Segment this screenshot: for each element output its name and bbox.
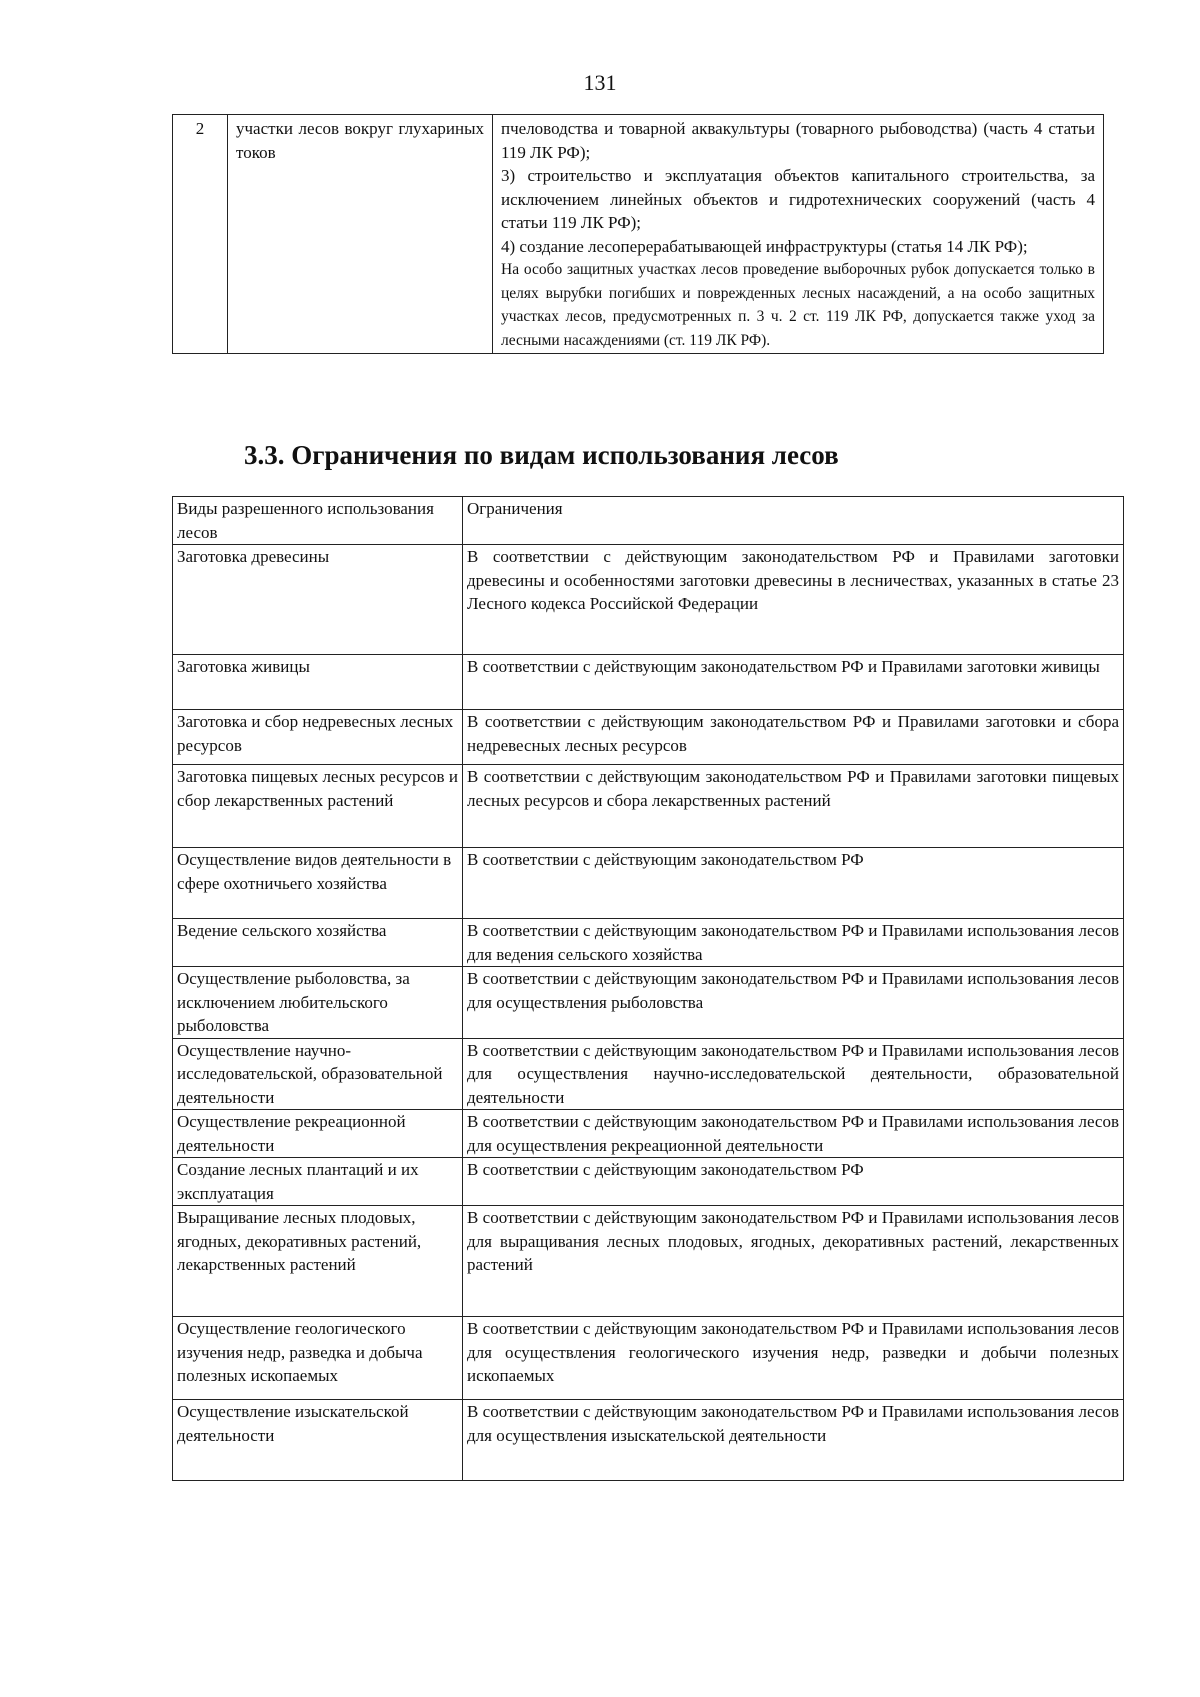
restrictions-table: [172, 496, 1124, 1481]
restriction-cell: В соответствии с действующим законодательством РФ и Правилами использования лесов для выращивания лесных плодовых, ягодных, декоративных растений, лекарственных растений: [463, 1206, 1124, 1317]
table-row: [173, 919, 1124, 967]
restriction-cell: В соответствии с действующим законодательством РФ и Правилами заготовки и сбора недревесных лесных ресурсов: [463, 710, 1124, 765]
header-restrictions: Ограничения: [463, 497, 1124, 545]
use-type-cell: Создание лесных плантаций и их эксплуатация: [173, 1158, 463, 1206]
description-paragraph: пчеловодства и товарной аквакультуры (товарного рыбоводства) (часть 4 статьи 119 ЛК РФ);: [501, 119, 1095, 162]
restriction-cell: В соответствии с действующим законодательством РФ и Правилами использования лесов для осуществления геологического изучения недр, разведки и добычи полезных ископаемых: [463, 1317, 1124, 1400]
use-type-cell: Заготовка пищевых лесных ресурсов и сбор лекарственных растений: [173, 765, 463, 848]
table-row: [173, 765, 1124, 848]
table-row: [173, 967, 1124, 1039]
use-type-cell: Заготовка древесины: [173, 545, 463, 655]
table-row: [173, 1317, 1124, 1400]
restriction-cell: В соответствии с действующим законодательством РФ и Правилами использования лесов для ведения сельского хозяйства: [463, 919, 1124, 967]
row-number: 2: [173, 115, 228, 354]
zone-description: [493, 115, 1104, 354]
restriction-cell: В соответствии с действующим законодательством РФ и Правилами использования лесов для осуществления изыскательской деятельности: [463, 1400, 1124, 1481]
zone-name: участки лесов вокруг глухариных токов: [228, 115, 493, 354]
table-row: [173, 115, 1104, 354]
use-type-cell: Заготовка живицы: [173, 655, 463, 710]
description-paragraph: 4) создание лесоперерабатывающей инфраструктуры (статья 14 ЛК РФ);: [501, 236, 1028, 256]
table-row: [173, 848, 1124, 919]
table-row: [173, 655, 1124, 710]
restriction-cell: В соответствии с действующим законодательством РФ и Правилами заготовки древесины и особенностями заготовки древесины в лесничествах, указанных в статье 23 Лесного кодекса Российской Федерации: [463, 545, 1124, 655]
restriction-cell: В соответствии с действующим законодательством РФ: [463, 848, 1124, 919]
table-row: [173, 1038, 1124, 1110]
use-type-cell: Осуществление научно-исследовательской, образовательной деятельности: [173, 1038, 463, 1110]
header-use-type: Виды разрешенного использования лесов: [173, 497, 463, 545]
restriction-cell: В соответствии с действующим законодательством РФ и Правилами заготовки пищевых лесных ресурсов и сбора лекарственных растений: [463, 765, 1124, 848]
use-type-cell: Осуществление геологического изучения недр, разведка и добыча полезных ископаемых: [173, 1317, 463, 1400]
restriction-cell: В соответствии с действующим законодательством РФ и Правилами использования лесов для осуществления рыболовства: [463, 967, 1124, 1039]
use-type-cell: Выращивание лесных плодовых, ягодных, декоративных растений, лекарственных растений: [173, 1206, 463, 1317]
table-header-row: [173, 497, 1124, 545]
description-paragraph: 3) строительство и эксплуатация объектов капитального строительства, за исключением линейных объектов и гидротехнических сооружений (часть 4 статьи 119 ЛК РФ);: [501, 166, 1095, 232]
table-row: [173, 545, 1124, 655]
use-type-cell: Осуществление изыскательской деятельности: [173, 1400, 463, 1481]
use-type-cell: Заготовка и сбор недревесных лесных ресурсов: [173, 710, 463, 765]
restriction-cell: В соответствии с действующим законодательством РФ и Правилами использования лесов для осуществления научно-исследовательской деятельности, образовательной деятельности: [463, 1038, 1124, 1110]
use-type-cell: Ведение сельского хозяйства: [173, 919, 463, 967]
table-row: [173, 1110, 1124, 1158]
use-type-cell: Осуществление рыболовства, за исключением любительского рыболовства: [173, 967, 463, 1039]
table-row: [173, 1158, 1124, 1206]
section-title: 3.3. Ограничения по видам использования лесов: [244, 440, 839, 470]
continuation-table: [172, 114, 1104, 354]
page-number: 131: [583, 70, 617, 95]
table-row: [173, 710, 1124, 765]
restriction-cell: В соответствии с действующим законодательством РФ и Правилами заготовки живицы: [463, 655, 1124, 710]
use-type-cell: Осуществление рекреационной деятельности: [173, 1110, 463, 1158]
restriction-cell: В соответствии с действующим законодательством РФ: [463, 1158, 1124, 1206]
table-row: [173, 1400, 1124, 1481]
table-row: [173, 1206, 1124, 1317]
description-note: На особо защитных участках лесов проведение выборочных рубок допускается только в целях вырубки погибших и поврежденных лесных насаждений, а на особо защитных участках лесов, предусмотренных п. 3 ч. 2 ст. 119 ЛК РФ, допускается также уход за лесными насаждениями (ст. 119 ЛК РФ).: [501, 261, 1095, 349]
restriction-cell: В соответствии с действующим законодательством РФ и Правилами использования лесов для осуществления рекреационной деятельности: [463, 1110, 1124, 1158]
use-type-cell: Осуществление видов деятельности в сфере охотничьего хозяйства: [173, 848, 463, 919]
